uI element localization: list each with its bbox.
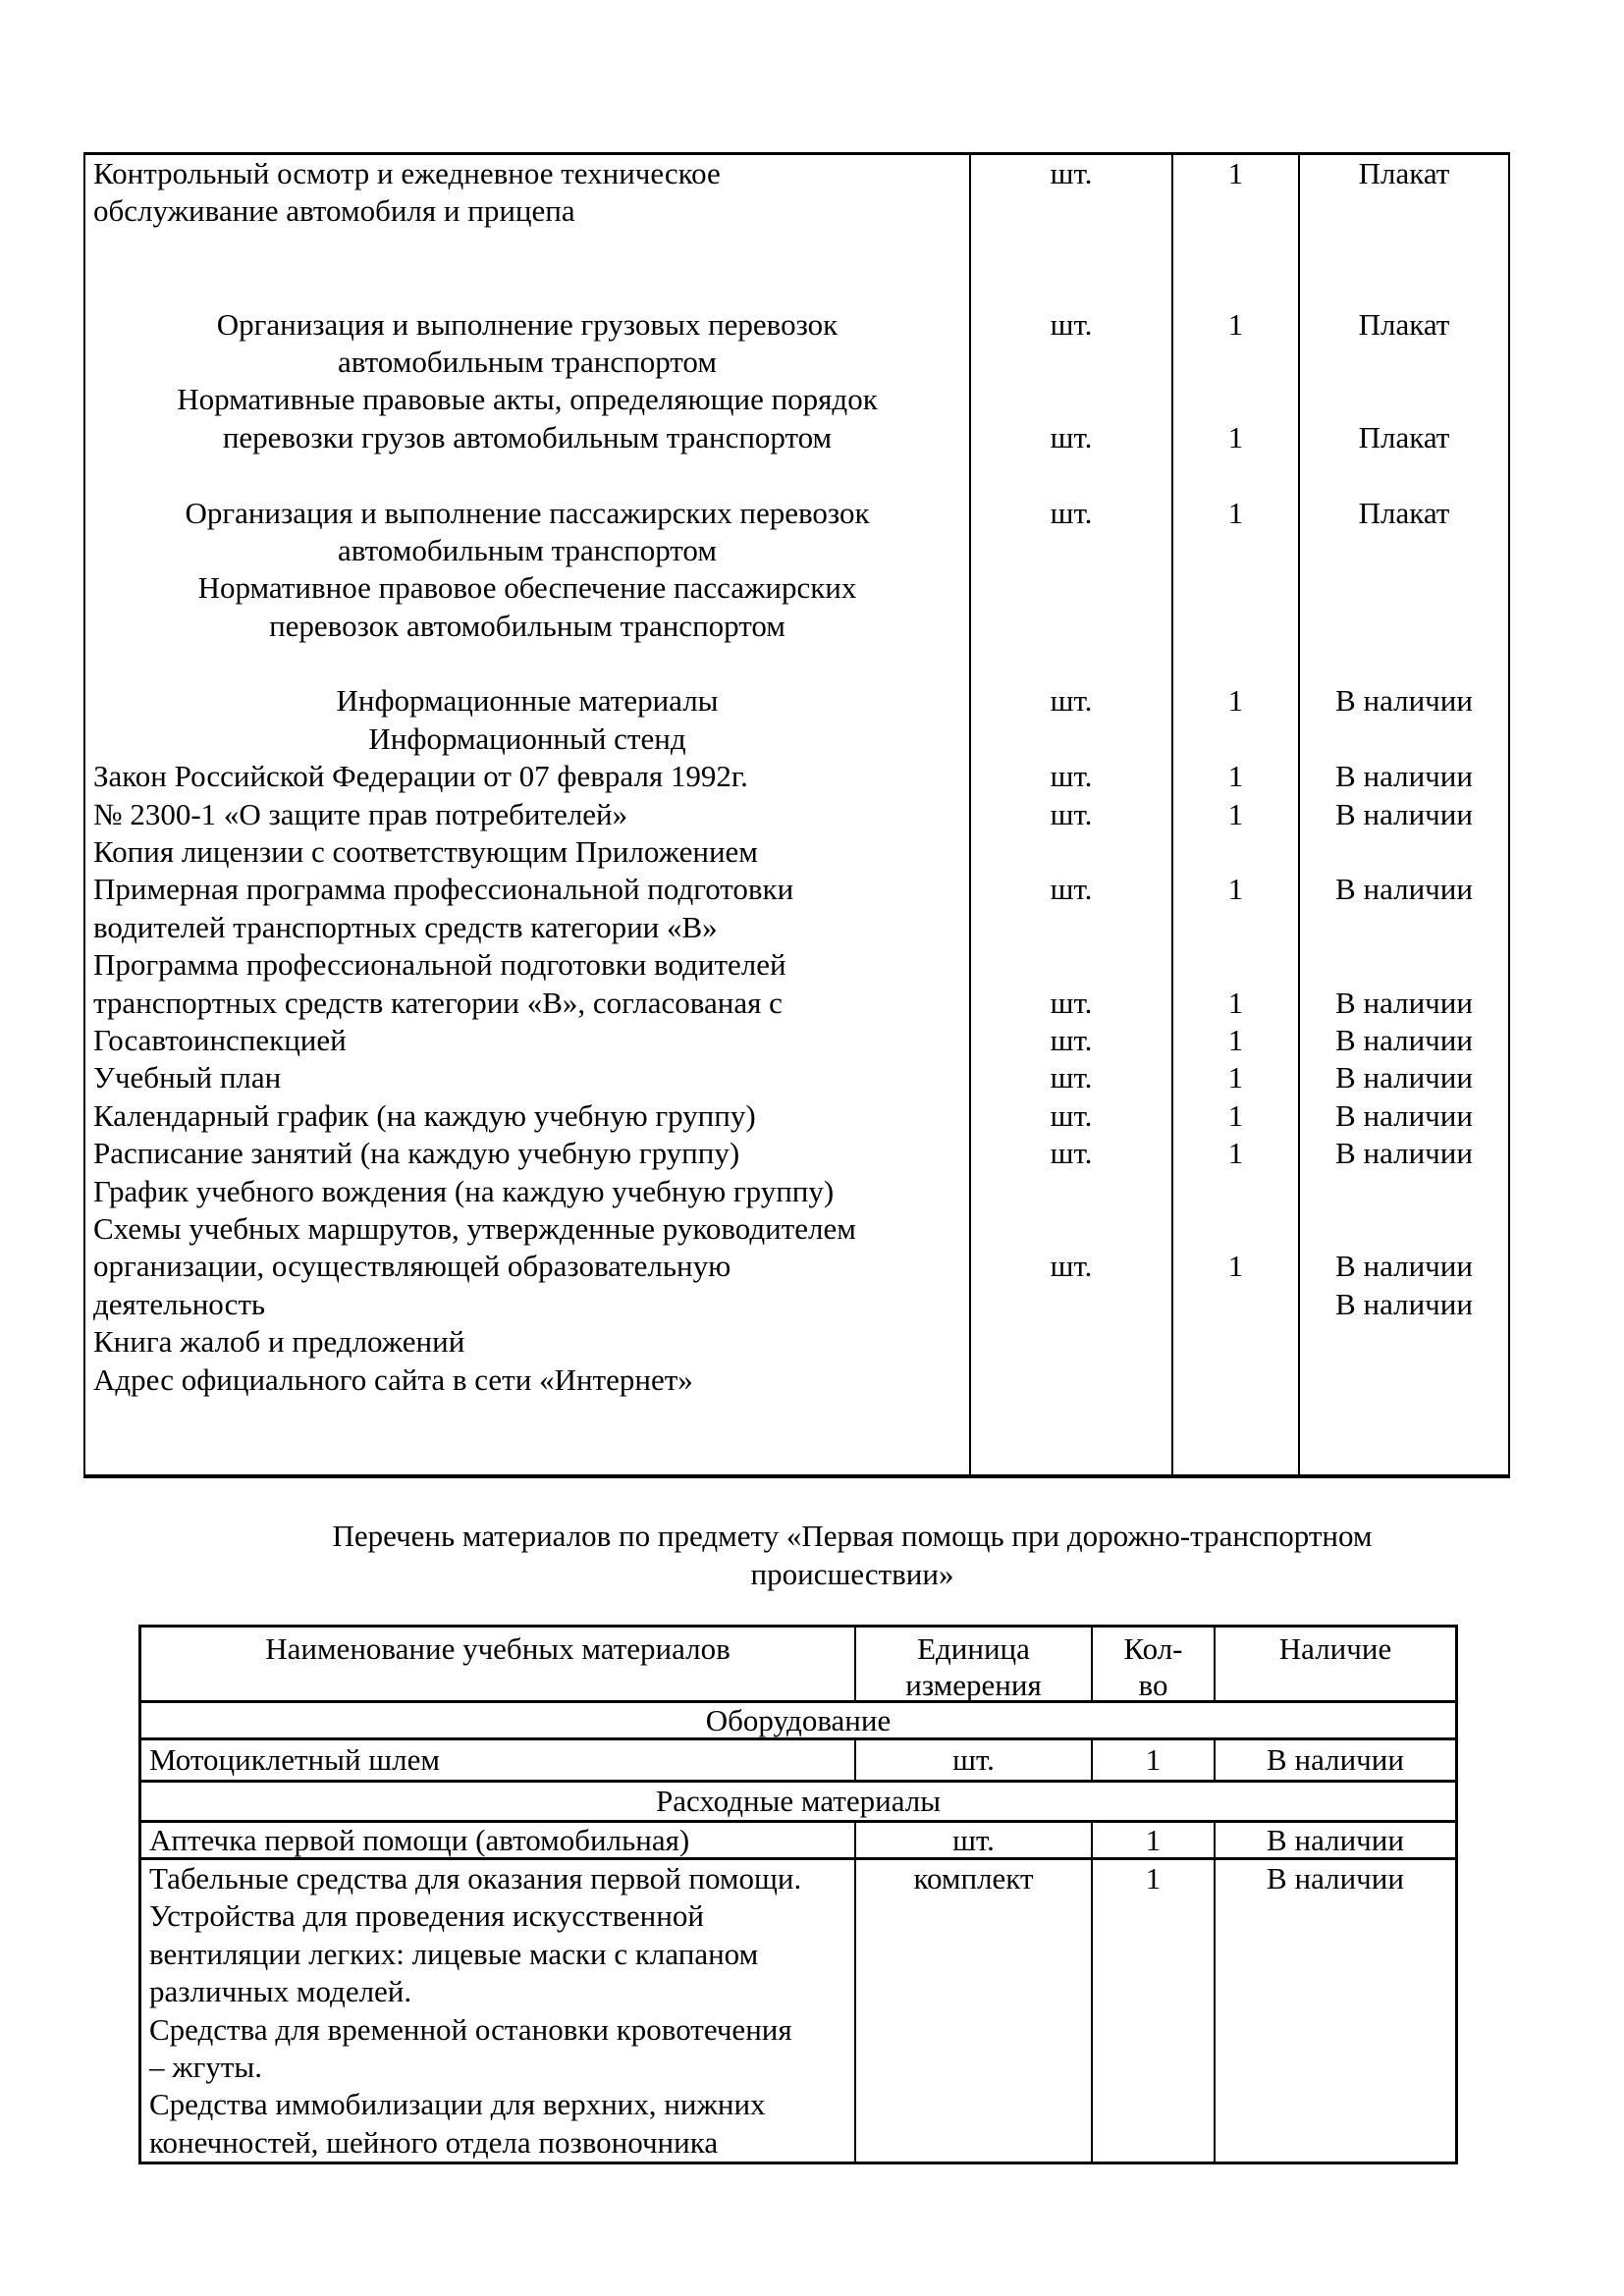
material-name-cell: Примерная программа профессиональной подготовки <box>85 871 971 908</box>
table-row <box>85 306 1508 344</box>
material-name-cell: перевозок автомобильным транспортом <box>85 608 971 645</box>
quantity-cell: 1 <box>1173 1022 1300 1059</box>
unit-cell: шт. <box>971 1022 1173 1059</box>
material-name-cell: автомобильным транспортом <box>85 344 971 381</box>
availability-cell: В наличии <box>1335 1060 1473 1095</box>
unit-cell: шт. <box>971 796 1173 833</box>
table-row <box>85 231 1508 268</box>
material-name-cell: Нормативные правовые акты, определяющие порядок <box>85 381 971 418</box>
quantity-cell: 1 <box>1173 985 1300 1022</box>
availability-cell: В наличии <box>1335 796 1473 831</box>
quantity-cell <box>1173 456 1300 494</box>
unit-cell: шт. <box>971 1248 1173 1285</box>
table-row <box>85 1286 1508 1323</box>
unit-cell <box>971 231 1173 268</box>
table-row <box>85 1323 1508 1361</box>
unit-cell <box>971 569 1173 607</box>
quantity-cell: 1 <box>1173 1097 1300 1135</box>
material-name-line: Устройства для проведения искусственной <box>149 1898 704 1934</box>
material-name-line: Средства иммобилизации для верхних, нижних <box>149 2087 766 2122</box>
unit-cell: шт. <box>971 758 1173 795</box>
material-name-cell: автомобильным транспортом <box>85 532 971 569</box>
material-name-cell <box>85 1399 971 1436</box>
availability-cell <box>1300 268 1508 305</box>
unit-cell: шт. <box>856 1823 1093 1857</box>
quantity-cell <box>1173 608 1300 645</box>
availability-cell: В наличии <box>1335 1136 1473 1171</box>
material-name-cell: Копия лицензии с соответствующим Приложением <box>85 833 971 871</box>
table-row <box>85 1135 1508 1172</box>
table-row <box>85 1173 1508 1210</box>
section-row-consumables <box>141 1783 1455 1823</box>
table-row <box>85 532 1508 569</box>
availability-cell <box>1300 946 1508 984</box>
header-qty-label-line1: Кол- <box>1123 1631 1183 1666</box>
unit-cell: шт. <box>971 306 1173 344</box>
material-name-cell: Нормативное правовое обеспечение пассажирских <box>85 569 971 607</box>
quantity-cell <box>1173 192 1300 230</box>
table-row <box>85 495 1508 532</box>
availability-cell: В наличии <box>1335 683 1473 719</box>
unit-cell <box>971 1210 1173 1248</box>
material-name-cell <box>85 231 971 268</box>
quantity-cell <box>1173 268 1300 305</box>
quantity-cell: 1 <box>1173 682 1300 720</box>
unit-cell <box>971 645 1173 682</box>
unit-cell <box>971 833 1173 871</box>
table-row <box>85 909 1508 946</box>
availability-cell: Плакат <box>1358 495 1450 530</box>
section-heading-line1: Перечень материалов по предмету «Первая помощь при дорожно-транспортном <box>332 1519 1373 1553</box>
material-name-cell: Организация и выполнение грузовых перевозок <box>85 306 971 344</box>
availability-cell <box>1300 1362 1508 1399</box>
availability-cell <box>1300 231 1508 268</box>
material-name-cell: Учебный план <box>85 1059 971 1096</box>
table-row <box>85 721 1508 758</box>
unit-cell: шт. <box>971 682 1173 720</box>
section-label: Расходные материалы <box>655 1784 942 1818</box>
first-aid-materials-table <box>138 1625 1458 2164</box>
unit-cell <box>971 1173 1173 1210</box>
availability-cell: В наличии <box>1335 759 1473 794</box>
header-name-label: Наименование учебных материалов <box>265 1631 731 1666</box>
quantity-cell <box>1173 721 1300 758</box>
material-name-cell: Закон Российской Федерации от 07 февраля 1992г. <box>85 758 971 795</box>
table-row <box>85 1097 1508 1135</box>
quantity-cell: 1 <box>1173 495 1300 532</box>
quantity-cell <box>1173 1362 1300 1399</box>
unit-cell: шт. <box>856 1740 1093 1780</box>
availability-cell <box>1300 381 1508 418</box>
quantity-cell <box>1173 569 1300 607</box>
quantity-cell: 1 <box>1173 758 1300 795</box>
quantity-cell <box>1173 1399 1300 1436</box>
quantity-cell <box>1173 1210 1300 1248</box>
material-name-line: – жгуты. <box>149 2050 263 2085</box>
table-row <box>85 1362 1508 1399</box>
unit-cell <box>971 1323 1173 1361</box>
table-row <box>85 155 1508 192</box>
availability-cell: Плакат <box>1358 419 1450 454</box>
header-unit-label-line2: измерения <box>905 1668 1042 1702</box>
quantity-cell <box>1173 532 1300 569</box>
table-row <box>85 645 1508 682</box>
material-name-cell: Адрес официального сайта в сети «Интернет» <box>85 1362 971 1399</box>
availability-cell <box>1300 909 1508 946</box>
availability-cell: В наличии <box>1335 985 1473 1020</box>
material-name-cell: Календарный график (на каждую учебную группу) <box>85 1097 971 1135</box>
material-name-cell: Мотоциклетный шлем <box>141 1740 856 1780</box>
quantity-cell: 1 <box>1093 1740 1216 1780</box>
material-name-cell <box>85 268 971 305</box>
header-name-cell <box>141 1628 856 1703</box>
material-name-cell: Контрольный осмотр и ежедневное техническое <box>85 155 971 192</box>
table-row <box>85 419 1508 456</box>
availability-cell: В наличии <box>1335 872 1473 907</box>
table-row <box>141 1860 1455 2162</box>
quantity-cell <box>1173 946 1300 984</box>
unit-cell <box>971 268 1173 305</box>
header-availability-cell <box>1216 1628 1455 1703</box>
header-qty-label-line2: во <box>1138 1668 1168 1702</box>
table-row <box>85 758 1508 795</box>
table-row <box>141 1740 1455 1783</box>
quantity-cell <box>1173 381 1300 418</box>
material-name-cell: Схемы учебных маршрутов, утвержденные руководителем <box>85 1210 971 1248</box>
table-row <box>85 682 1508 720</box>
header-unit-label-line1: Единица <box>917 1631 1030 1666</box>
table-row <box>85 833 1508 871</box>
material-name-cell <box>85 1436 971 1473</box>
availability-cell: В наличии <box>1267 1742 1404 1777</box>
table-row <box>85 192 1508 230</box>
availability-cell <box>1300 1173 1508 1210</box>
material-name-line: Средства для временной остановки кровотечения <box>149 2011 792 2047</box>
quantity-cell <box>1173 1286 1300 1323</box>
quantity-cell <box>1173 1173 1300 1210</box>
availability-cell <box>1300 344 1508 381</box>
unit-cell <box>971 909 1173 946</box>
quantity-cell <box>1173 1436 1300 1473</box>
table-row <box>85 796 1508 833</box>
unit-cell: шт. <box>971 1059 1173 1096</box>
material-name-cell: обслуживание автомобиля и прицепа <box>85 192 971 230</box>
quantity-cell: 1 <box>1173 1248 1300 1285</box>
availability-cell <box>1300 192 1508 230</box>
material-name-cell: Книга жалоб и предложений <box>85 1323 971 1361</box>
quantity-cell <box>1173 645 1300 682</box>
unit-cell <box>971 1286 1173 1323</box>
unit-cell <box>971 192 1173 230</box>
table-row <box>85 1436 1508 1473</box>
material-name-cell: транспортных средств категории «В», согласованая с <box>85 985 971 1022</box>
unit-cell <box>971 1362 1173 1399</box>
table-row <box>85 456 1508 494</box>
quantity-cell <box>1173 231 1300 268</box>
availability-cell: В наличии <box>1335 1022 1473 1057</box>
table-row <box>85 1248 1508 1285</box>
unit-cell <box>971 381 1173 418</box>
unit-cell <box>971 608 1173 645</box>
material-name-cell: Информационные материалы <box>85 682 971 720</box>
material-name-cell: Аптечка первой помощи (автомобильная) <box>141 1823 856 1857</box>
table-row <box>85 344 1508 381</box>
unit-cell: шт. <box>971 419 1173 456</box>
section-label: Оборудование <box>705 1703 892 1737</box>
section-row-equipment <box>141 1703 1455 1740</box>
unit-cell: шт. <box>971 1097 1173 1135</box>
material-name-cell: водителей транспортных средств категории «В» <box>85 909 971 946</box>
availability-cell: В наличии <box>1335 1286 1473 1321</box>
quantity-cell: 1 <box>1173 796 1300 833</box>
unit-cell <box>971 532 1173 569</box>
table-header-row <box>141 1628 1455 1703</box>
availability-cell <box>1300 721 1508 758</box>
material-name-cell: Информационный стенд <box>85 721 971 758</box>
table-row <box>85 985 1508 1022</box>
material-name-cell: организации, осуществляющей образовательную <box>85 1248 971 1285</box>
availability-cell <box>1300 569 1508 607</box>
unit-cell: шт. <box>971 1135 1173 1172</box>
material-name-cell <box>141 1860 856 2162</box>
unit-cell <box>971 1436 1173 1473</box>
unit-cell: комплект <box>856 1860 1093 2162</box>
availability-cell: В наличии <box>1335 1249 1473 1284</box>
quantity-cell <box>1173 833 1300 871</box>
table-row <box>85 1210 1508 1248</box>
material-name-cell: Программа профессиональной подготовки водителей <box>85 946 971 984</box>
section-heading <box>138 1517 1566 1593</box>
availability-cell: В наличии <box>1267 1823 1404 1857</box>
unit-cell: шт. <box>971 155 1173 192</box>
table-row <box>85 1059 1508 1096</box>
unit-cell: шт. <box>971 495 1173 532</box>
availability-cell <box>1300 645 1508 682</box>
unit-cell <box>971 946 1173 984</box>
quantity-cell: 1 <box>1173 1135 1300 1172</box>
unit-cell: шт. <box>971 871 1173 908</box>
header-unit-cell <box>856 1628 1093 1703</box>
availability-cell <box>1300 532 1508 569</box>
availability-cell: В наличии <box>1335 1097 1473 1133</box>
table-row <box>85 608 1508 645</box>
header-qty-cell <box>1093 1628 1216 1703</box>
availability-cell <box>1300 1323 1508 1361</box>
quantity-cell: 1 <box>1173 306 1300 344</box>
material-name-line: различных моделей. <box>149 1974 412 2009</box>
quantity-cell: 1 <box>1173 419 1300 456</box>
material-name-line: Табельные средства для оказания первой помощи. <box>149 1861 802 1896</box>
material-name-cell: Организация и выполнение пассажирских перевозок <box>85 495 971 532</box>
unit-cell <box>971 1399 1173 1436</box>
availability-cell <box>1300 456 1508 494</box>
quantity-cell: 1 <box>1173 871 1300 908</box>
availability-cell <box>1300 1399 1508 1436</box>
table-row <box>85 381 1508 418</box>
materials-table-continued <box>83 152 1510 1478</box>
quantity-cell <box>1173 344 1300 381</box>
header-availability-label: Наличие <box>1278 1631 1392 1666</box>
table-row <box>85 871 1508 908</box>
unit-cell <box>971 721 1173 758</box>
quantity-cell: 1 <box>1173 155 1300 192</box>
material-name-line: конечностей, шейного отдела позвоночника <box>149 2124 719 2160</box>
material-name-cell: График учебного вождения (на каждую учебную группу) <box>85 1173 971 1210</box>
section-heading-line2: происшествии» <box>750 1557 954 1591</box>
availability-cell <box>1300 1210 1508 1248</box>
material-name-cell: деятельность <box>85 1286 971 1323</box>
availability-cell <box>1300 1436 1508 1473</box>
material-name-cell <box>85 456 971 494</box>
material-name-cell: Расписание занятий (на каждую учебную группу) <box>85 1135 971 1172</box>
table-row <box>85 1399 1508 1436</box>
material-name-cell: Госавтоинспекцией <box>85 1022 971 1059</box>
table-row <box>85 268 1508 305</box>
table-row <box>141 1823 1455 1860</box>
table-row <box>85 569 1508 607</box>
availability-cell <box>1300 833 1508 871</box>
quantity-cell <box>1173 909 1300 946</box>
availability-cell: В наличии <box>1267 1861 1404 1896</box>
table-row <box>85 1022 1508 1059</box>
availability-cell: Плакат <box>1358 306 1450 342</box>
unit-cell <box>971 456 1173 494</box>
quantity-cell <box>1173 1323 1300 1361</box>
material-name-cell: № 2300-1 «О защите прав потребителей» <box>85 796 971 833</box>
availability-cell: Плакат <box>1358 156 1450 190</box>
unit-cell: шт. <box>971 985 1173 1022</box>
availability-cell <box>1300 608 1508 645</box>
quantity-cell: 1 <box>1173 1059 1300 1096</box>
quantity-cell: 1 <box>1093 1860 1216 2162</box>
material-name-cell <box>85 645 971 682</box>
unit-cell <box>971 344 1173 381</box>
material-name-line: вентиляции легких: лицевые маски с клапаном <box>149 1936 759 1971</box>
table-row <box>85 946 1508 984</box>
material-name-cell: перевозки грузов автомобильным транспортом <box>85 419 971 456</box>
quantity-cell: 1 <box>1093 1823 1216 1857</box>
